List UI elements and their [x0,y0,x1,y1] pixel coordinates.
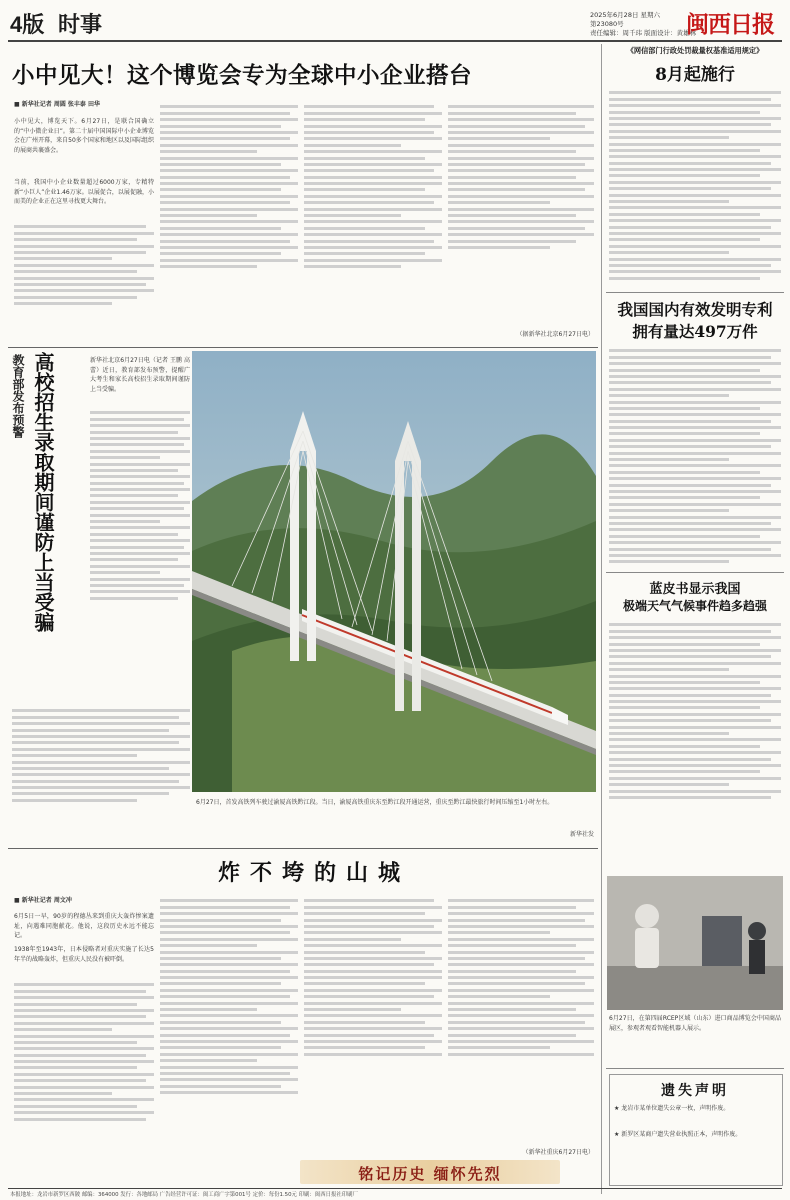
edu-headline: 高校招生录取期间谨防上当受骗 [31,352,55,632]
right-rule-2 [606,572,784,573]
right-story3-headline-line2: 极端天气气候事件趋多趋强 [622,599,767,613]
war-byline: ■ 新华社记者 周文冲 [14,897,72,904]
war-text-column-3 [304,896,442,1059]
edu-lead-paragraph: 新华社北京6月27日电（记者 王鹏 高蕾）近日，教育部发布预警，提醒广大考生和家长高校招生录取期间谨防上当受骗。 [90,357,190,393]
editor-credit: 责任编辑：周千玮 版面设计：黄雄林 [590,29,697,37]
robot-photo-caption: 6月27日，在第四届RCEP区域（山东）进口商品博览会中国商品展区，参观者观看智能机器人展示。 [609,1015,781,1032]
right-story2-headline-line2: 拥有量达497万件 [632,322,758,341]
issue-date: 2025年6月28日 星期六 [590,11,661,19]
lead-text-column-2 [160,102,298,272]
footer-imprint: 本报地址：龙岩市新罗区西陂 邮编：364000 发行：各地邮局 广告经营许可证：闽工商广字第001号 定价：每份1.50元 印刷：闽西日报社印刷厂 [10,1192,358,1198]
lead-text-column-4 [448,102,594,252]
bridge-photo [192,351,596,792]
robot-photo-illustration [607,876,783,1010]
edu-text-column [90,408,190,603]
right-story3-headline-line1: 蓝皮书显示我国 [649,582,741,597]
edu-text-wide [12,706,190,805]
edu-kicker: 教育部发布预警 [11,354,25,438]
war-end-note: （新华社重庆6月27日电） [522,1149,594,1156]
lead-dateline-end: （据新华社北京6月27日电） [516,331,594,338]
lead-text-column-1 [14,222,154,308]
lead-headline: 小中见大！这个博览会专为全球中小企业搭台 [12,63,473,89]
column-divider [601,44,602,1194]
right-rule-3 [606,1068,784,1069]
right-story2-headline-line1: 我国国内有效发明专利 [617,300,773,319]
newspaper-logo: 闽西日报 [686,11,774,38]
lost-notice-title: 遗失声明 [661,1083,729,1099]
lost-notice-item-2: ★ 新罗区某商户遗失营业执照正本，声明作废。 [614,1131,742,1138]
photo-caption: 6月27日，首发高铁列车驶过渝厦高铁黔江段。当日，渝厦高铁重庆东至黔江段开通运营，重庆至黔江最快旅行时间压缩至1小时左右。 [196,799,554,806]
masthead-rule [8,40,782,42]
issue-number: 第23080号 [590,20,624,28]
page-number: 4版 [10,12,45,37]
war-paragraph-2: 1938年至1943年，日本侵略者对重庆实施了长达5年半的战略轰炸，但重庆人民没有被吓倒。 [14,946,154,963]
section-name: 时事 [58,12,103,37]
bridge-photo-illustration [192,351,596,792]
lead-text-column-3 [304,102,442,272]
war-text-column-1 [14,980,154,1124]
war-headline: 炸不垮的山城 [218,860,411,886]
lost-notice-item-1: ★ 龙岩市某单位遗失公章一枚，声明作废。 [614,1105,730,1112]
right-story2-text [609,346,781,567]
right-story1-kicker: 《网信部门行政处罚裁量权基准适用规定》 [626,46,764,55]
mid-rule [8,848,598,849]
footer-rule [8,1188,782,1189]
right-story1-headline: 8月起施行 [655,65,735,85]
memorial-banner-text: 铭记历史 缅怀先烈 [358,1165,502,1183]
war-paragraph-1: 6月5日一早，90岁的程德丛来到重庆大轰炸惨案遗址，向遇难同胞献花。他说，这段历史永远不能忘记。 [14,913,154,940]
lead-paragraph-2: 当前，我国中小企业数量超过6000万家，专精特新“小巨人”企业1.46万家。以展促合，以展促融，小而美的企业正在这里寻找更大舞台。 [14,179,154,206]
lead-byline: ■ 新华社记者 周圆 张丰泰 田华 [14,101,101,108]
right-story1-text [609,88,781,283]
war-text-column-2 [160,896,298,1098]
lead-paragraph-1: 小中见大，博览天下。6月27日，是联合国确立的“中小微企业日”。第二十届中国国际中小企业博览会在广州开幕，来自50多个国家和地区以及国际组织的展商共襄盛会。 [14,118,154,154]
war-text-column-4 [448,896,594,1059]
right-story3-text [609,620,781,802]
photo-credit: 新华社发 [569,831,594,838]
lead-bottom-rule [8,347,598,348]
robot-photo [607,876,783,1010]
right-rule-1 [606,292,784,293]
